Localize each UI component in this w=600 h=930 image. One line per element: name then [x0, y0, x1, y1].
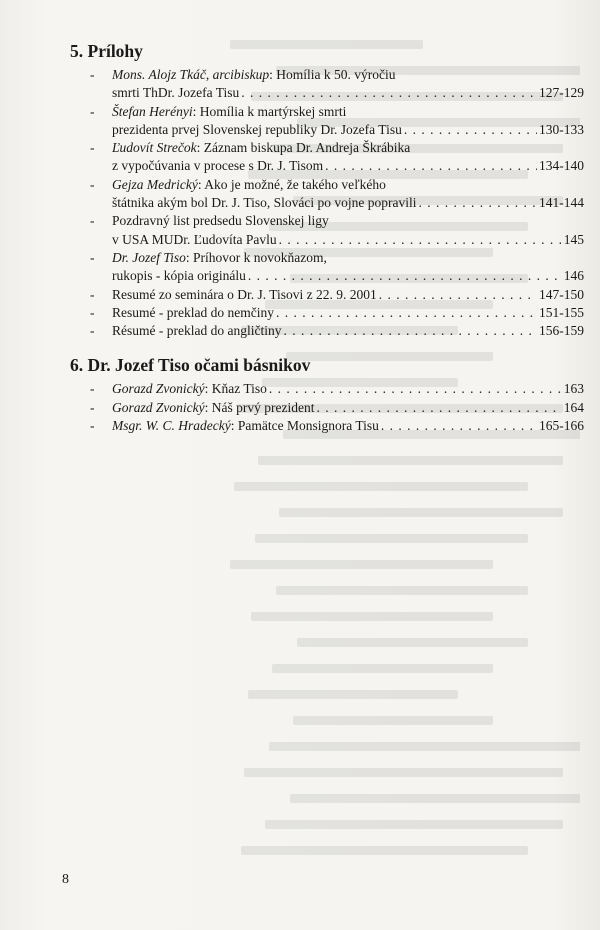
- ghost-line: [290, 794, 581, 803]
- table-of-contents: [70, 40, 584, 435]
- entry-line: [112, 103, 584, 121]
- entry-text: [112, 322, 281, 340]
- ghost-line: [297, 638, 528, 647]
- ghost-line: [248, 690, 458, 699]
- entry-line: [112, 139, 584, 157]
- ghost-line: [258, 456, 563, 465]
- dot-leader: [381, 417, 537, 435]
- entry-text: [112, 286, 377, 304]
- ghost-line: [276, 586, 528, 595]
- entry-line: [112, 231, 584, 249]
- entry-dash: -: [90, 176, 95, 192]
- entry-dash: -: [90, 140, 95, 156]
- entry-title-text: : Záznam biskupa Dr. Andreja Škrábika: [196, 140, 411, 156]
- entry-body: [112, 286, 584, 304]
- ghost-line: [269, 742, 581, 751]
- entry-body: [112, 399, 584, 417]
- dot-leader: [279, 231, 562, 249]
- entry-text: [112, 194, 417, 212]
- toc-entry[interactable]: [70, 249, 584, 286]
- entry-body: [112, 304, 584, 322]
- entry-text: [112, 231, 277, 249]
- entry-body: [112, 66, 584, 103]
- ghost-line: [244, 768, 563, 777]
- entry-body: [112, 139, 584, 176]
- toc-section: [70, 354, 584, 435]
- entry-title-text: rukopis - kópia originálu: [112, 268, 246, 284]
- entry-author: Gorazd Zvonický: [112, 381, 205, 397]
- entry-author: Štefan Herényi: [112, 103, 193, 119]
- entry-text: [112, 380, 267, 398]
- ghost-line: [265, 820, 563, 829]
- page-range: 134-140: [539, 158, 584, 174]
- entry-dash: -: [90, 418, 95, 434]
- entry-dash: -: [90, 213, 95, 229]
- entry-line: [112, 304, 584, 322]
- entry-line: [112, 417, 584, 435]
- page-range: 127-129: [539, 85, 584, 101]
- entry-line: [112, 212, 584, 230]
- ghost-line: [272, 664, 493, 673]
- entry-author: Mons. Alojz Tkáč, arcibiskup: [112, 67, 270, 82]
- entry-line: [112, 194, 584, 212]
- entry-text: [112, 212, 329, 230]
- section-title: 5. Prílohy: [70, 41, 143, 61]
- toc-entry[interactable]: [70, 103, 584, 140]
- entry-text: [112, 304, 274, 322]
- entry-dash: -: [90, 399, 95, 415]
- entry-body: [112, 249, 584, 286]
- entry-line: [112, 322, 584, 340]
- entry-line: [112, 399, 584, 417]
- page-range: 141-144: [539, 195, 584, 211]
- entry-text: [112, 157, 323, 175]
- entry-title-text: : Náš prvý prezident: [204, 399, 315, 415]
- entry-line: [112, 249, 584, 267]
- toc-entry[interactable]: [70, 380, 584, 398]
- entry-title-text: : Príhovor k novokňazom,: [185, 249, 327, 265]
- page-range: 146: [563, 268, 584, 284]
- entry-text: [112, 121, 402, 139]
- entry-title-text: v USA MUDr. Ľudovíta Pavlu: [112, 231, 277, 247]
- entry-title-text: : Kňaz Tiso: [204, 381, 267, 397]
- entry-title-text: : Homília k 50. výročiu: [269, 67, 396, 82]
- toc-entry[interactable]: [70, 399, 584, 417]
- entry-author: Ľudovít Strečok: [112, 140, 197, 156]
- entry-body: [112, 417, 584, 435]
- entry-title-text: štátnika akým bol Dr. J. Tiso, Slováci po vojne popravili: [112, 195, 417, 211]
- entry-title-text: : Homília k martýrskej smrti: [192, 103, 347, 119]
- entry-body: [112, 103, 584, 140]
- page-range: 145: [563, 231, 584, 247]
- entry-text: [112, 417, 379, 435]
- ghost-line: [279, 508, 563, 517]
- page-range: 163: [563, 381, 584, 397]
- entry-author: Gejza Medrický: [112, 176, 198, 192]
- entry-body: [112, 322, 584, 340]
- page-range: 156-159: [539, 323, 584, 339]
- ghost-line: [230, 560, 493, 569]
- ghost-line: [293, 716, 493, 725]
- dot-leader: [325, 157, 537, 175]
- entry-text: [112, 66, 395, 84]
- entry-title-text: smrti ThDr. Jozefa Tisu: [112, 85, 240, 101]
- entry-text: [112, 139, 410, 157]
- dot-leader: [316, 399, 561, 417]
- toc-entry[interactable]: [70, 304, 584, 322]
- dot-leader: [404, 121, 537, 139]
- dot-leader: [283, 322, 537, 340]
- entry-title-text: : Pamätce Monsignora Tisu: [230, 418, 379, 434]
- page-number: 8: [62, 872, 69, 887]
- entry-dash: -: [90, 381, 95, 397]
- dot-leader: [269, 380, 562, 398]
- entry-text: [112, 103, 346, 121]
- entry-title-text: : Ako je možné, že takého veľkého: [197, 176, 386, 192]
- entry-author: Dr. Jozef Tiso: [112, 249, 186, 265]
- entry-body: [112, 380, 584, 398]
- entry-line: [112, 176, 584, 194]
- entry-line: [112, 380, 584, 398]
- entry-line: [112, 267, 584, 285]
- toc-entry[interactable]: [70, 322, 584, 340]
- entry-line: [112, 84, 584, 102]
- entry-dash: -: [90, 323, 95, 339]
- toc-entry[interactable]: [70, 139, 584, 176]
- entry-line: [112, 66, 584, 84]
- dot-leader: [276, 304, 537, 322]
- entry-dash: -: [90, 67, 95, 82]
- entry-line: [112, 286, 584, 304]
- toc-entry[interactable]: [70, 417, 584, 435]
- entry-text: [112, 84, 239, 102]
- dot-leader: [419, 194, 538, 212]
- ghost-line: [251, 612, 493, 621]
- toc-entry[interactable]: [70, 66, 584, 103]
- entry-author: Gorazd Zvonický: [112, 399, 205, 415]
- toc-entry[interactable]: [70, 212, 584, 249]
- page-range: 130-133: [539, 121, 584, 137]
- entry-text: [112, 267, 246, 285]
- ghost-line: [234, 482, 528, 491]
- page-range: 165-166: [539, 418, 584, 434]
- section-title: 6. Dr. Jozef Tiso očami básnikov: [70, 355, 311, 376]
- page-range: 164: [563, 399, 584, 415]
- entry-title-text: Pozdravný list predsedu Slovenskej ligy: [112, 213, 329, 229]
- entry-line: [112, 157, 584, 175]
- ghost-line: [255, 534, 528, 543]
- entry-title-text: z vypočúvania v procese s Dr. J. Tisom: [112, 158, 324, 174]
- entry-dash: -: [90, 286, 95, 302]
- entry-author: Msgr. W. C. Hradecký: [112, 418, 231, 434]
- page-range: 147-150: [539, 286, 584, 302]
- dot-leader: [241, 84, 537, 102]
- entry-body: [112, 176, 584, 213]
- toc-entry[interactable]: [70, 176, 584, 213]
- entry-dash: -: [90, 103, 95, 119]
- toc-entry[interactable]: [70, 286, 584, 304]
- entry-title-text: Resumé zo seminára o Dr. J. Tisovi z 22. 9. 2001: [112, 286, 377, 302]
- entry-title-text: prezidenta prvej Slovenskej republiky Dr. Jozefa Tisu: [112, 121, 402, 137]
- page-range: 151-155: [539, 304, 584, 320]
- entry-dash: -: [90, 304, 95, 320]
- entry-line: [112, 121, 584, 139]
- ghost-line: [241, 846, 528, 855]
- entry-title-text: Résumé - preklad do angličtiny: [112, 323, 282, 339]
- dot-leader: [379, 286, 537, 304]
- entry-dash: -: [90, 249, 95, 265]
- entry-body: [112, 212, 584, 249]
- dot-leader: [248, 267, 562, 285]
- entry-title-text: Resumé - preklad do nemčiny: [112, 304, 274, 320]
- entry-text: [112, 249, 327, 267]
- entry-text: [112, 399, 314, 417]
- toc-section: [70, 40, 584, 340]
- entry-text: [112, 176, 386, 194]
